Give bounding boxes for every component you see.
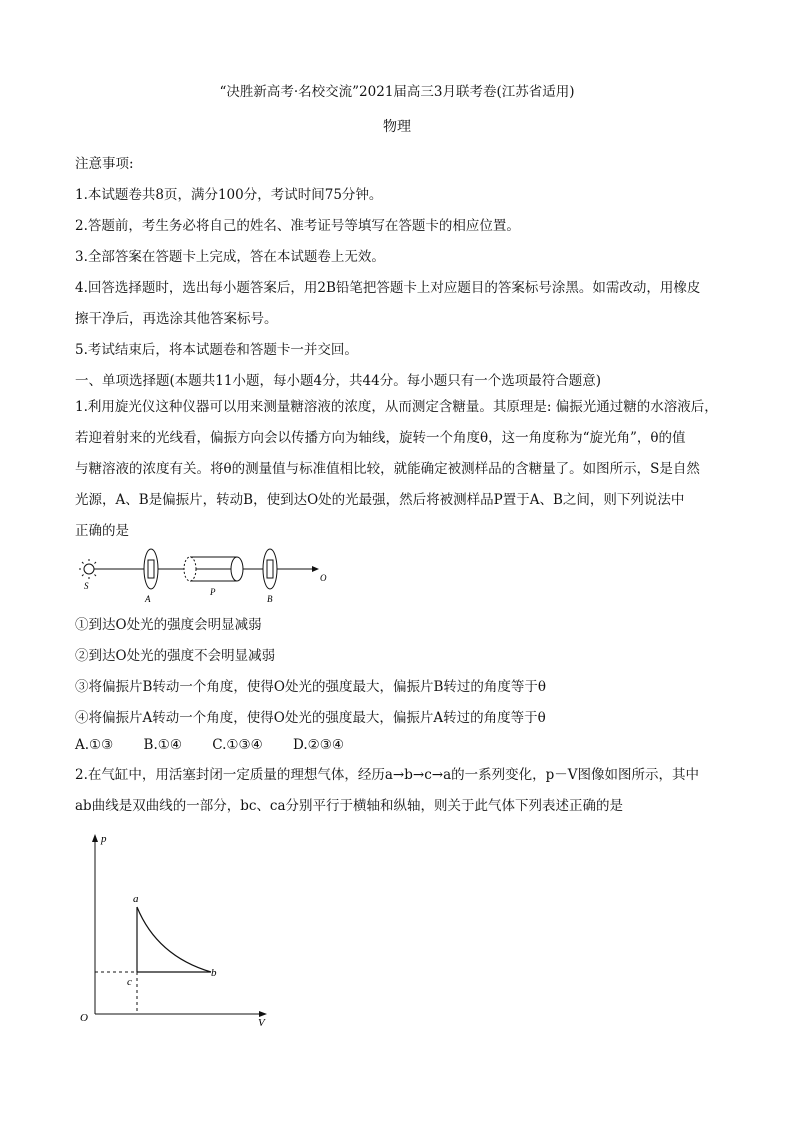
note-item: 5.考试结束后，将本试题卷和答题卡一并交回。 [75, 342, 358, 358]
question-1-stem [75, 392, 725, 547]
question-line: 1.利用旋光仪这种仪器可以用来测量糖溶液的浓度，从而测定含糖量。其原理是: 偏振光通过糖的水溶液后， [75, 399, 718, 415]
question-line: 光源，A、B是偏振片，转动B，使到达O处的光最强，然后将被测样品P置于A、B之间，则下列说法中 [75, 492, 685, 508]
label-a: A [145, 594, 151, 604]
p-axis-arrow [92, 834, 98, 842]
label-a: a [133, 893, 139, 905]
section-title: 一、单项选择题(本题共11小题，每小题4分，共44分。每小题只有一个选项最符合题意) [75, 373, 601, 389]
note-item: 3.全部答案在答题卡上完成，答在本试题卷上无效。 [75, 249, 385, 265]
label-p: P [210, 587, 216, 597]
question-2-stem [75, 760, 725, 822]
label-origin: O [80, 1012, 88, 1024]
choice-c[interactable]: C.①③④ [212, 737, 263, 753]
polarizer-b [263, 549, 277, 589]
curve-ab [137, 907, 211, 972]
polarimeter-figure [72, 543, 342, 605]
sun-icon [79, 559, 96, 579]
question-line: 若迎着射来的光线看，偏振方向会以传播方向为轴线，旋转一个角度θ，这一角度称为“旋光角”，θ的值 [75, 430, 686, 446]
question-line: ab曲线是双曲线的一部分，bc、ca分别平行于横轴和纵轴，则关于此气体下列表述正确的是 [75, 798, 624, 814]
label-s: S [84, 581, 89, 591]
label-o: O [320, 573, 327, 583]
question-1-choices [75, 737, 370, 753]
question-line: 与糖溶液的浓度有关。将θ的测量值与标准值相比较，就能确定被测样品的含糖量了。如图所示，S是自然 [75, 461, 700, 477]
statement: ②到达O处光的强度不会明显减弱 [75, 648, 276, 664]
question-line: 正确的是 [75, 523, 129, 539]
choice-a[interactable]: A.①③ [75, 737, 114, 753]
note-item: 擦干净后，再选涂其他答案标号。 [75, 311, 278, 327]
statement: ④将偏振片A转动一个角度，使得O处光的强度最大，偏振片A转过的角度等于θ [75, 710, 546, 726]
choice-b[interactable]: B.①④ [143, 737, 182, 753]
label-v-axis: V [258, 1017, 265, 1028]
pv-diagram [75, 828, 275, 1028]
note-item: 1.本试题卷共8页，满分100分，考试时间75分钟。 [75, 187, 383, 203]
label-b: b [211, 967, 217, 979]
polarizer-a [144, 549, 158, 589]
note-item: 2.答题前，考生务必将自己的姓名、准考证号等填写在答题卡的相应位置。 [75, 218, 520, 234]
question-line: 2.在气缸中，用活塞封闭一定质量的理想气体，经历a→b→c→a的一系列变化，p－V图像如图所示，其中 [75, 767, 700, 783]
choice-d[interactable]: D.②③④ [293, 737, 344, 753]
label-b: B [267, 594, 273, 604]
notes-heading: 注意事项: [75, 156, 134, 172]
note-item: 4.回答选择题时，选出每小题答案后，用2B铅笔把答题卡上对应题目的答案标号涂黑。如需改动，用橡皮 [75, 280, 701, 296]
statement: ③将偏振片B转动一个角度，使得O处光的强度最大，偏振片B转过的角度等于θ [75, 679, 547, 695]
arrow-head [312, 566, 319, 572]
subject-title: 物理 [383, 119, 411, 135]
label-c: c [127, 976, 132, 988]
exam-title: “决胜新高考·名校交流”2021届高三3月联考卷(江苏省适用) [219, 84, 575, 100]
statement: ①到达O处光的强度会明显减弱 [75, 617, 262, 633]
label-p-axis: p [101, 833, 107, 845]
